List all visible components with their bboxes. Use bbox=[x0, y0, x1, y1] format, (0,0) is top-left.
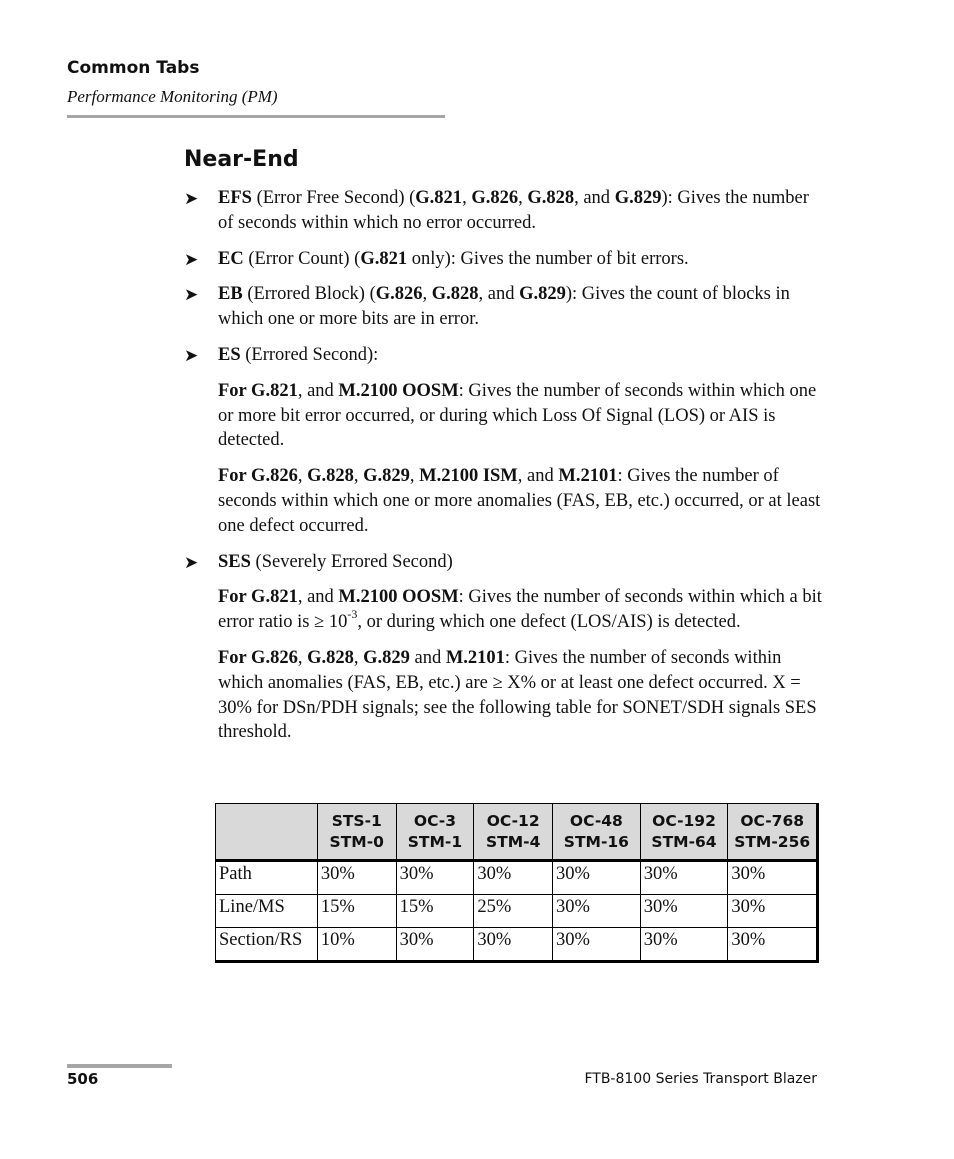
text: (Error Free Second) ( bbox=[251, 188, 416, 208]
page-number: 506 bbox=[67, 1070, 99, 1088]
text: ): Gives the number of seconds within which no error occurred. bbox=[218, 188, 809, 233]
text: only): Gives the number of bit errors. bbox=[407, 248, 689, 269]
text: , and bbox=[517, 466, 559, 487]
standard: For G.826 bbox=[218, 466, 298, 487]
standard: For G.821 bbox=[218, 587, 298, 608]
row-label: Line/MS bbox=[216, 895, 318, 928]
text: (Error Count) ( bbox=[243, 248, 361, 269]
text: , or during which one defect (LOS/AIS) is detected. bbox=[357, 612, 741, 633]
table-cell: 30% bbox=[640, 861, 728, 895]
table-header-cell: STS-1 STM-0 bbox=[317, 804, 396, 861]
text: (Severely Errored Second) bbox=[250, 551, 453, 572]
table-row bbox=[216, 928, 818, 962]
text: , bbox=[462, 188, 472, 208]
text: : Gives the number of seconds within which one or more anomalies (FAS, EB, etc.) occurred, or at least one defect occurred. bbox=[218, 466, 821, 536]
table-cell: 15% bbox=[396, 895, 474, 928]
table-header-cell: OC-12 STM-4 bbox=[474, 804, 553, 861]
term-eb: EB bbox=[218, 284, 243, 305]
ses-g826-paragraph bbox=[184, 646, 824, 745]
standard: G.829 bbox=[363, 466, 410, 487]
ses-g821-paragraph bbox=[184, 585, 824, 635]
text: , bbox=[297, 466, 308, 487]
standard: M.2100 OOSM bbox=[338, 380, 459, 401]
table-header-cell: OC-3 STM-1 bbox=[396, 804, 474, 861]
table-header-cell: OC-768 STM-256 bbox=[728, 804, 818, 861]
text: ): Gives the count of blocks in which one or more bits are in error. bbox=[218, 284, 790, 330]
standard: G.821 bbox=[360, 248, 408, 269]
row-label: Section/RS bbox=[216, 928, 318, 962]
table-cell: 30% bbox=[553, 895, 641, 928]
table-row bbox=[216, 895, 818, 928]
table-header-cell: OC-48 STM-16 bbox=[553, 804, 641, 861]
text: , and bbox=[478, 284, 520, 305]
standard: G.828 bbox=[307, 466, 354, 487]
arrowhead-bullet-icon: ➤ bbox=[184, 249, 199, 270]
section-title: Near-End bbox=[184, 147, 299, 172]
standard: G.828 bbox=[527, 188, 575, 208]
text: and bbox=[409, 647, 446, 668]
es-g821-paragraph bbox=[184, 379, 824, 453]
term-ses: SES bbox=[218, 551, 251, 572]
standard: M.2101 bbox=[558, 466, 618, 487]
bullet-es bbox=[184, 343, 824, 368]
product-name: FTB-8100 Series Transport Blazer bbox=[584, 1071, 817, 1087]
header-title: Common Tabs bbox=[67, 58, 200, 78]
table-cell: 30% bbox=[553, 928, 641, 962]
arrowhead-bullet-icon: ➤ bbox=[184, 552, 199, 573]
table-header-row bbox=[216, 804, 818, 861]
row-label: Path bbox=[216, 861, 318, 895]
table-cell: 30% bbox=[640, 928, 728, 962]
standard: M.2100 OOSM bbox=[338, 587, 459, 608]
table-cell: 30% bbox=[728, 895, 818, 928]
standard: G.826 bbox=[471, 188, 519, 208]
main-content bbox=[184, 186, 824, 756]
table-cell: 30% bbox=[396, 928, 474, 962]
table-cell: 25% bbox=[474, 895, 553, 928]
bullet-efs bbox=[184, 186, 824, 236]
table-cell: 30% bbox=[474, 861, 553, 895]
table-row bbox=[216, 861, 818, 895]
text: , bbox=[353, 647, 364, 668]
standard: M.2101 bbox=[445, 647, 505, 668]
bullet-ec bbox=[184, 247, 824, 272]
text: : Gives the number of seconds within which a bit error ratio is ≥ 10 bbox=[218, 587, 822, 633]
standard: For G.821 bbox=[218, 380, 298, 401]
es-g826-paragraph bbox=[184, 464, 824, 538]
table-cell: 30% bbox=[317, 861, 396, 895]
text: , bbox=[353, 466, 364, 487]
standard: G.826 bbox=[375, 284, 423, 305]
arrowhead-bullet-icon: ➤ bbox=[184, 285, 199, 306]
text: (Errored Block) ( bbox=[242, 284, 376, 305]
arrowhead-bullet-icon: ➤ bbox=[184, 345, 199, 366]
text: , and bbox=[574, 188, 615, 208]
exponent: -3 bbox=[347, 607, 358, 621]
text: , bbox=[518, 188, 528, 208]
table-cell: 30% bbox=[474, 928, 553, 962]
standard: M.2100 ISM bbox=[419, 466, 518, 487]
term-ec: EC bbox=[218, 248, 244, 269]
header-rule bbox=[67, 115, 445, 118]
text: , bbox=[422, 284, 432, 305]
text: , and bbox=[297, 380, 339, 401]
table-cell: 30% bbox=[396, 861, 474, 895]
term-es: ES bbox=[218, 344, 241, 365]
table-cell: 30% bbox=[553, 861, 641, 895]
text: , and bbox=[297, 587, 339, 608]
standard: G.829 bbox=[519, 284, 566, 305]
header-subtitle: Performance Monitoring (PM) bbox=[67, 87, 278, 106]
table-header-cell: OC-192 STM-64 bbox=[640, 804, 728, 861]
text: (Errored Second): bbox=[240, 344, 379, 365]
table-cell: 30% bbox=[728, 928, 818, 962]
text: : Gives the number of seconds within which one or more bit error occurred, or during which Loss Of Signal (LOS) or AIS is detected. bbox=[218, 380, 817, 451]
table-corner-cell bbox=[216, 804, 318, 861]
term-efs: EFS bbox=[218, 188, 252, 208]
table-cell: 15% bbox=[317, 895, 396, 928]
arrowhead-bullet-icon: ➤ bbox=[184, 189, 199, 209]
bullet-eb bbox=[184, 282, 824, 332]
text: : Gives the number of seconds within which anomalies (FAS, EB, etc.) are ≥ X% or at least one defect occurred. X = 30% for DSn/PDH signals; see the following table for SONET/SDH signals SES threshold. bbox=[218, 647, 817, 743]
standard: G.829 bbox=[363, 647, 410, 668]
bullet-ses bbox=[184, 550, 824, 575]
standard: G.829 bbox=[614, 188, 662, 208]
footer-rule bbox=[67, 1064, 172, 1068]
standard: For G.826 bbox=[218, 647, 298, 668]
standard: G.821 bbox=[415, 188, 463, 208]
table-cell: 30% bbox=[640, 895, 728, 928]
text: , bbox=[409, 466, 420, 487]
ses-threshold-table bbox=[215, 803, 819, 963]
standard: G.828 bbox=[431, 284, 479, 305]
standard: G.828 bbox=[307, 647, 354, 668]
table-cell: 30% bbox=[728, 861, 818, 895]
table-cell: 10% bbox=[317, 928, 396, 962]
text: , bbox=[297, 647, 308, 668]
